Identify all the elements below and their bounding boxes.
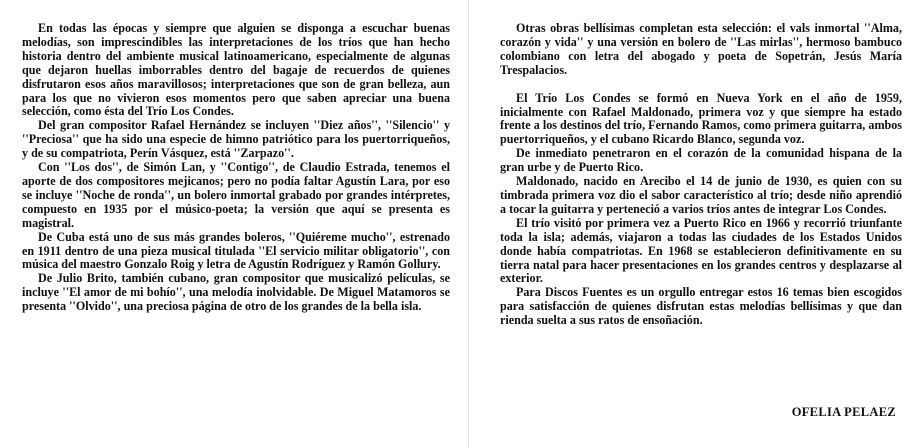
paragraph-trio-formation: El Trío Los Condes se formó en Nueva York en el año de 1959, inicialmente con Rafael Maldonado, primera voz y que siempre ha estado frente a los destinos del trío, Fernando Ramos, como primera guitarra, ambos puertorriqueños, y el cubano Ricardo Blanco, segunda voz. <box>500 90 902 147</box>
paragraph-mexican-composers: Con ''Los dos'', de Simón Lan, y ''Contigo'', de Claudio Estrada, tenemos el aporte de dos compositores mejicanos; pero no podía faltar Agustín Lara, por eso se incluye ''Noche de ronda'', un bolero inmortal grabado por grandes intérpretes, compuesto en 1935 por el músico-poeta; la versión que aquí se presenta es magistral. <box>22 160 450 230</box>
paragraph-spacer <box>500 78 902 92</box>
paragraph-puerto-rico-visit: El trío visitó por primera vez a Puerto Rico en 1966 y recorrió triunfante toda la isla; además, viajaron a todas las ciudades de los Estados Unidos donde había compatriotas. En 1968 se establecieron definitivamente en su tierra natal para hacer presentaciones en los grandes centros y desplazarse al exterior. <box>500 215 902 286</box>
right-column <box>500 22 902 328</box>
paragraph-discos-fuentes: Para Discos Fuentes es un orgullo entregar estos 16 temas bien escogidos para satisfacción de quienes disfrutan estas melodías bellísimas y que dan rienda suelta a sus ratos de ensoñación. <box>500 285 902 328</box>
page-fold-divider <box>468 0 469 448</box>
paragraph-cuba: De Cuba está uno de sus más grandes boleros, ''Quiéreme mucho'', estrenado en 1911 dentro de una pieza musical titulada ''El servicio militar obligatorio'', con música del maestro Gonzalo Roig y letra de Agustín Rodríguez y Ramón Gollury. <box>22 229 450 272</box>
left-column <box>22 22 450 314</box>
paragraph-maldonado: Maldonado, nacido en Arecibo el 14 de junio de 1930, es quien con su timbrada primera voz dio el sabor característico al trío; desde niño aprendió a tocar la guitarra y perteneció a varios tríos antes de integrar Los Condes. <box>500 174 902 216</box>
paragraph-rafael-hernandez: Del gran compositor Rafael Hernández se incluyen ''Diez años'', ''Silencio'' y ''Preciosa'' que ha sido una especie de himno patriótico para los puertorriqueños, y de su compatriota, Perín Vásquez, está ''Zarpazo''. <box>22 118 450 161</box>
author-signature: OFELIA PELAEZ <box>791 405 896 419</box>
paragraph-julio-brito: De Julio Brito, también cubano, gran compositor que musicalizó películas, se incluye ''El amor de mi bohío'', una melodía inolvidable. De Miguel Matamoros se presenta ''Olvido'', una preciosa página de otro de los grandes de la bella isla. <box>22 271 450 314</box>
paragraph-hispanic-community: De inmediato penetraron en el corazón de la comunidad hispana de la gran urbe y de Puerto Rico. <box>500 146 902 175</box>
paragraph-other-works: Otras obras bellísimas completan esta selección: el vals inmortal ''Alma, corazón y vida'' y una versión en bolero de ''Las mirlas'', hermoso bambuco colombiano con letra del abogado y poeta de Sopetrán, Jesús María Trespalacios. <box>500 21 902 77</box>
paragraph-intro: En todas las épocas y siempre que alguien se disponga a escuchar buenas melodías, son imprescindibles las interpretaciones de los tríos que han hecho historia dentro del ambiente musical latinoamericano, especialmente de algunas que dejaron huellas imborrables dentro del bagaje de recuerdos de quienes disfrutaron esos años maravillosos; interpretaciones que son de gran belleza, aun para los que no vivieron esos momentos pero que saben apreciar una buena selección, como ésta del Trío Los Condes. <box>22 21 450 119</box>
